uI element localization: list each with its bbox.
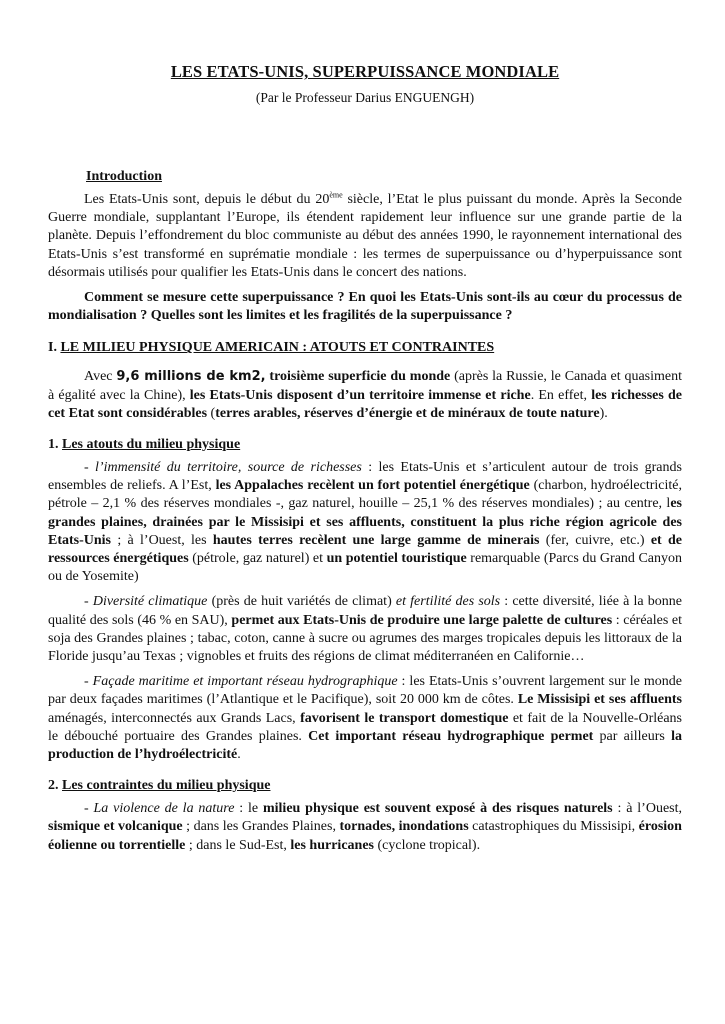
text-run: : céréales et soja des Grandes plaines ; tabac, coton, canne à sucre ou agrumes des marges tropicales depuis les littoraux de la Floride jusqu’au Texas ; vignobles et fruits des régions de climat méditerranéen en Californie…	[48, 612, 682, 665]
bold-text: favorisent le transport domestique	[300, 710, 509, 726]
bold-text: hautes terres recèlent une large gamme de minerais	[212, 532, 540, 548]
bold-text: milieu physique est souvent exposé à des risques naturels	[262, 801, 613, 817]
text-run: ; à l’Ouest, les	[111, 532, 213, 548]
bold-text: les Etats-Unis disposent d’un territoire immense et riche	[189, 387, 531, 403]
byline: (Par le Professeur Darius ENGUENGH)	[255, 90, 475, 105]
text-run: par ailleurs	[593, 728, 672, 744]
text-run: (près de huit variétés de climat)	[207, 594, 396, 610]
text-run: et fait de la Nouvelle-Orléans le débouché portuaire des Grandes plaines.	[48, 710, 682, 744]
atout-paragraph-climat	[48, 593, 682, 666]
subsection-2-heading	[48, 778, 682, 794]
bold-text: Le Missisipi et ses affluents	[517, 692, 682, 708]
text-run: (pétrole, gaz naturel) et	[188, 551, 327, 567]
italic-text: l’immensité du territoire, source de richesses	[95, 460, 362, 476]
text-run: -	[84, 460, 96, 476]
intro-paragraph	[48, 191, 682, 282]
text-run: aménagés, interconnectés aux Grands Lacs,	[48, 710, 301, 726]
section-1-heading	[48, 340, 682, 356]
text-run: (charbon, hydroélectricité, pétrole – 2,1 % des réserves mondiales -, gaz naturel, houille – 25,1 % des réserves mondiales) ; au centre, l	[48, 478, 682, 512]
text-run: .	[237, 747, 241, 763]
subsection-2-number: 2.	[48, 778, 62, 794]
subsection-1-heading	[48, 437, 682, 453]
text-run: -	[84, 594, 93, 610]
text-run: ).	[599, 405, 608, 421]
intro-text-start: Les Etats-Unis sont, depuis le début du 20	[84, 192, 330, 207]
text-run: : le	[234, 801, 263, 817]
bold-text: 9,6 millions de km2,	[116, 369, 266, 385]
italic-text: Diversité climatique	[92, 594, 208, 610]
subsection-1-number: 1.	[48, 437, 62, 453]
subsection-2-title: Les contraintes du milieu physique	[62, 778, 271, 794]
text-run: : les Etats-Unis s’ouvrent largement sur le monde par deux façades maritimes (l’Atlantique et le Pacifique), soit 20 000 km de côtes.	[48, 674, 682, 708]
bold-text: Cet important réseau hydrographique permet	[308, 728, 594, 744]
text-run: (après la Russie, le Canada et quasiment à égalité avec la Chine),	[48, 369, 683, 403]
atout-paragraph-hydrographie	[48, 673, 682, 764]
bold-text: un potentiel touristique	[326, 551, 467, 567]
bold-text: es grandes plaines, drainées par le Missisipi et ses affluents, constituent la plus riche région agricole des Etats-Unis	[48, 496, 682, 548]
text-run: : cette diversité, liée à la bonne qualité des sols (46 % en SAU),	[48, 594, 683, 628]
text-run: (	[207, 405, 216, 421]
text-run: (fer, cuivre, etc.)	[539, 532, 651, 548]
bold-text: troisième superficie du monde	[269, 369, 451, 385]
text-run: : les Etats-Unis et s’articulent autour de trois grands ensembles de reliefs. A l’Est,	[48, 460, 682, 494]
text-run: ; dans le Sud-Est,	[185, 837, 291, 853]
bold-text: la production de l’hydroélectricité	[48, 728, 682, 763]
intro-text-end: siècle, l’Etat le plus puissant du monde. Après la Seconde Guerre mondiale, supplantant l’Europe, ils étendent rapidement leur influence sur une grande partie de la planète. Depuis l’effondrement du bloc communiste au début des années 1990, le rayonnement international des Etats-Unis s’est transformé en suprématie mondiale : les termes de superpuissance ou d’hyperpuissance sont désormais utilisés pour qualifier les Etats-Unis dans le concert des nations.	[48, 192, 683, 280]
bold-text: permet aux Etats-Unis de produire une large palette de cultures	[231, 612, 613, 628]
text-run: ; dans les Grandes Plaines,	[182, 819, 340, 835]
page-title: LES ETATS-UNIS, SUPERPUISSANCE MONDIALE	[170, 62, 560, 81]
contrainte-paragraph-nature	[48, 800, 682, 855]
bold-text: sismique et volcanique	[48, 819, 183, 835]
document-page	[48, 62, 682, 855]
text-run: (cyclone tropical).	[373, 837, 481, 853]
section-1-number: I.	[48, 340, 61, 356]
bold-text: et de ressources énergétiques	[48, 532, 682, 567]
bold-text: les Appalaches recèlent un fort potentiel énergétique	[215, 478, 530, 494]
bold-text: tornades, inondations	[339, 819, 469, 835]
text-run: catastrophiques du Missisipi,	[468, 819, 639, 835]
bold-text: terres arables, réserves d’énergie et de minéraux de toute nature	[215, 405, 600, 421]
italic-text: Façade maritime et important réseau hydrographique	[92, 674, 398, 690]
italic-text: et fertilité des sols	[395, 594, 501, 610]
bold-text: érosion éolienne ou torrentielle	[48, 819, 682, 853]
intro-superscript: ème	[329, 190, 343, 200]
text-run: . En effet,	[530, 387, 592, 403]
text-run: -	[84, 801, 94, 817]
problem-questions: Comment se mesure cette superpuissance ? En quoi les Etats-Unis sont-ils au cœur du processus de mondialisation ? Quelles sont les limites et les fragilités de la superpuissance ?	[48, 290, 682, 324]
italic-text: La violence de la nature	[93, 801, 235, 817]
text-run: : à l’Ouest,	[612, 801, 682, 817]
bold-text: les richesses de cet Etat sont considérables	[48, 387, 682, 421]
text-run: -	[84, 674, 93, 690]
bold-text: les hurricanes	[290, 837, 374, 853]
subsection-1-title: Les atouts du milieu physique	[62, 437, 241, 453]
intro-heading: Introduction	[86, 169, 162, 184]
text-run: remarquable (Parcs du Grand Canyon ou de Yosemite)	[48, 551, 683, 585]
text-run: Avec	[84, 369, 117, 385]
section-1-paragraph	[48, 368, 682, 423]
section-1-title: LE MILIEU PHYSIQUE AMERICAIN : ATOUTS ET CONTRAINTES	[60, 340, 495, 356]
atout-paragraph-territoire	[48, 459, 682, 586]
